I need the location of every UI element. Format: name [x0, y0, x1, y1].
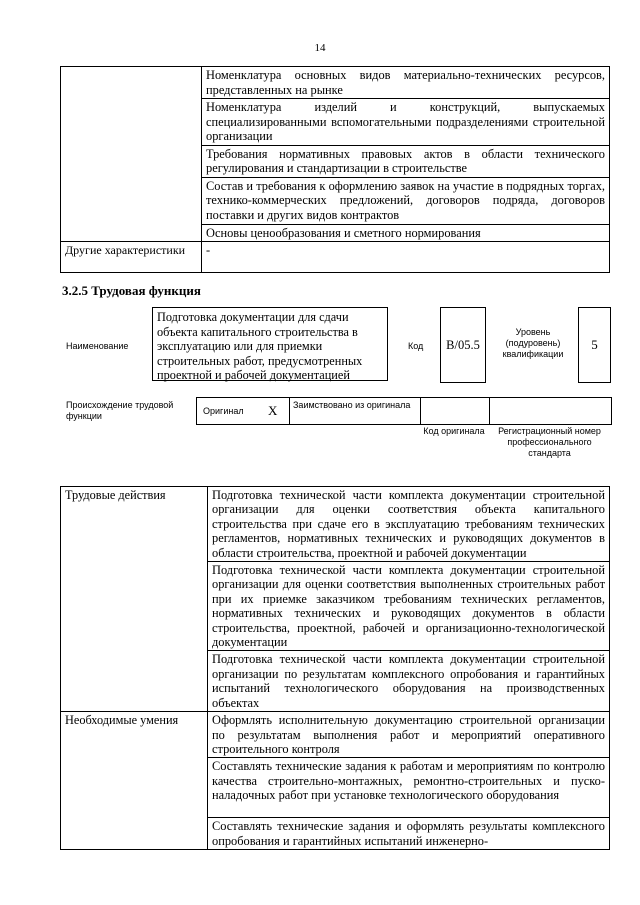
- page-number: 14: [314, 42, 326, 54]
- table-cell-text: Подготовка технической части комплекта документации строительной организации для оценки соответствия объекта капитального строительства при сдаче его в эксплуатацию требованиям технических регламентов, нормативных технических и руководящих документов в области строительства, проектной и рабочей документации: [208, 487, 610, 562]
- level-value: 5: [591, 337, 598, 352]
- knowledge-table: [60, 66, 610, 273]
- function-name-box: Подготовка документации для сдачи объекта капитального строительства в эксплуатацию или для приемки строительных работ, предусмотренных проектной и рабочей документацией: [152, 307, 388, 381]
- table-cell-text: Оформлять исполнительную документацию строительной организации по результатам выполнения работ и мероприятий оперативного строительного контроля: [208, 712, 610, 758]
- level-box: [578, 307, 611, 383]
- reg-number-box: [489, 397, 612, 425]
- origin-label: Происхождение трудовой функции: [66, 400, 174, 421]
- original-label: Оригинал: [203, 406, 244, 416]
- table-cell-label: Трудовые действия: [61, 487, 208, 712]
- table-cell-text: Номенклатура основных видов материально-технических ресурсов, представленных на рынке: [202, 67, 610, 99]
- table-row: [61, 712, 610, 758]
- reg-number-caption: Регистрационный номер профессионального стандарта: [498, 426, 601, 458]
- borrowed-box: [289, 397, 421, 425]
- table-cell-text: Состав и требования к оформлению заявок на участие в подрядных торгах, технико-коммерческих предложений, договоров подряда, договоров поставки и других видов контрактов: [202, 177, 610, 224]
- function-code: В/05.5: [446, 337, 480, 352]
- table-cell-text: Составлять технические задания к работам и мероприятиям по контролю качества строительно-монтажных, ремонтно-строительных и пуско-наладочных работ при установке технологического оборудования: [208, 758, 610, 818]
- table-cell-label: Необходимые умения: [61, 712, 208, 850]
- table-cell-text: Требования нормативных правовых актов в области технического регулирования и стандартизации в строительстве: [202, 145, 610, 177]
- level-label: Уровень (подуровень) квалификации: [502, 327, 564, 359]
- table-cell-label: [61, 67, 202, 242]
- code-original-caption: Код оригинала: [423, 426, 485, 436]
- function-details-table: [60, 486, 610, 850]
- code-original-box: [420, 397, 490, 425]
- name-label: Наименование: [66, 341, 129, 351]
- section-title: 3.2.5 Трудовая функция: [62, 283, 201, 298]
- original-box: [196, 397, 290, 425]
- code-label: Код: [408, 341, 424, 351]
- table-row: [61, 67, 610, 99]
- table-cell-text: Основы ценообразования и сметного нормирования: [202, 224, 610, 242]
- table-row: [61, 487, 610, 562]
- table-row: [61, 242, 610, 273]
- original-mark: X: [268, 403, 278, 418]
- function-code-box: [440, 307, 486, 383]
- table-cell-text: Подготовка технической части комплекта документации строительной организации для оценки соответствия выполненных строительных работ при их приемке заказчиком требованиям технических регламентов, нормативных технических и руководящих документов в области строительства, проектной, рабочей и организационно-технологической документации: [208, 562, 610, 651]
- table-cell-text: Составлять технические задания и оформлять результаты комплексного опробования и гарантийных испытаний инженерно-: [208, 818, 610, 850]
- table-cell-label: Другие характеристики: [61, 242, 202, 273]
- table-cell-text: Подготовка технической части комплекта документации строительной организации по результатам комплексного опробования и гарантийных испытаний технологического оборудования на производственных объектах: [208, 651, 610, 712]
- table-cell-text: -: [202, 242, 610, 273]
- table-cell-text: Номенклатура изделий и конструкций, выпускаемых специализированными вспомогательными подразделениями строительной организации: [202, 99, 610, 146]
- borrowed-label: Заимствовано из оригинала: [293, 400, 411, 410]
